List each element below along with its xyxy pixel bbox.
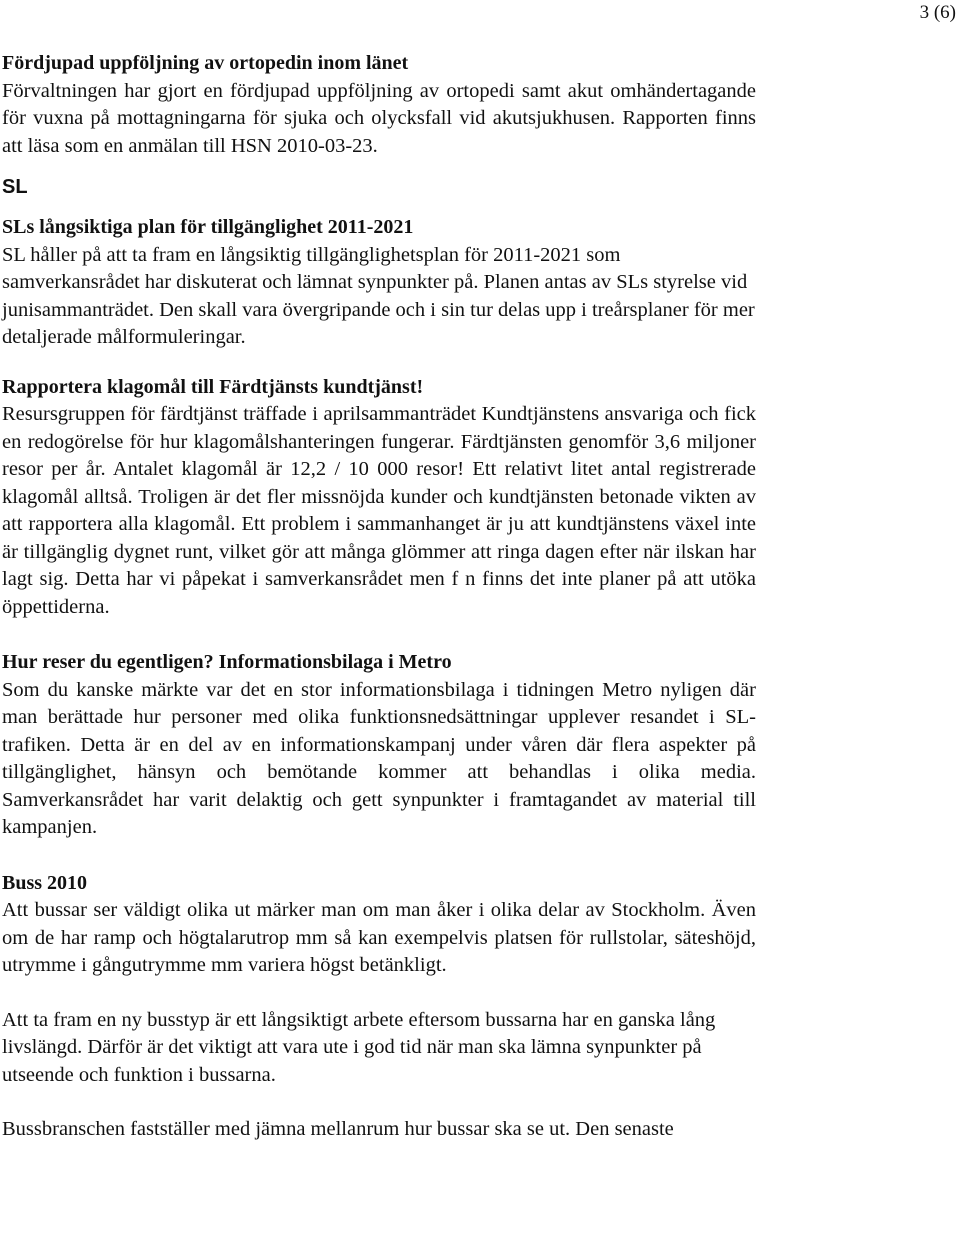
spacer [2,352,756,374]
paragraph-buss-2: Att ta fram en ny busstyp är ett långsiktigt arbete eftersom bussarna har en ganska lång livslängd. Därför är det viktigt att vara ute i god tid när man ska lämna synpunkter på utseende och funktion i bussarna. [2,1008,716,1086]
spacer [2,842,756,870]
section-tillganglighet [2,214,756,352]
paragraph-tillganglighet: SL håller på att ta fram en långsiktig tillgänglighetsplan för 2011-2021 som samverkansrådet har diskuterat och lämnat synpunkter på. Planen antas av SLs styrelse vid junisammanträdet. Den skall vara övergripande och i sin tur delas upp i treårsplaner för mer detaljerade målformuleringar. [2,243,755,348]
heading-ortopedi: Fördjupad uppföljning av ortopedin inom länet [2,52,409,74]
heading-metro: Hur reser du egentligen? Informationsbilaga i Metro [2,651,452,673]
heading-tillganglighet: SLs långsiktiga plan för tillgänglighet 2011-2021 [2,216,414,238]
document-body [2,50,756,1144]
heading-buss: Buss 2010 [2,871,88,894]
section-buss [2,870,756,1144]
paragraph-klagomal: Resursgruppen för färdtjänst träffade i aprilsammanträdet Kundtjänstens ansvariga och fick en redogörelse för hur klagomålshanteringen fungerar. Färdtjänsten genomför 3,6 miljoner resor per år. Antalet klagomål är 12,2 / 10 000 resor! Ett relativt litet antal registrerade klagomål alltså. Troligen är det fler missnöjda kunder och kundtjänsten betonade vikten av att rapportera alla klagomål. Ett problem i sammanhanget är ju att kundtjänstens växel inte är tillgänglig dygnet runt, vilket gör att många glömmer att ringa dagen efter när ilskan har lagt sig. Detta har vi påpekat i samverkansrådet men f n finns det inte planer på att utöka öppettiderna. [2,403,756,618]
section-sl [2,173,756,201]
section-metro [2,649,756,842]
spacer [2,621,756,649]
section-ortopedi [2,50,756,160]
paragraph-buss-1: Att bussar ser väldigt olika ut märker man om man åker i olika delar av Stockholm. Även om de har ramp och högtalarutrop mm så kan exempelvis platsen för rullstolar, säteshöjd, utrymme i gångutrymme mm variera högst betänkligt. [2,899,756,976]
page-number: 3 (6) [919,2,956,23]
paragraph-metro: Som du kanske märkte var det en stor informationsbilaga i tidningen Metro nyligen där man berättade hur personer med olika funktionsnedsättningar upplever resandet i SL-trafiken. Detta är en del av en informationskampanj under våren där flera aspekter på tillgänglighet, hänsyn och bemötande kommer att behandlas i olika media. Samverkansrådet har varit delaktig och gett synpunkter i framtagandet av material till kampanjen. [2,678,756,838]
heading-sl: SL [2,176,28,198]
paragraph-buss-3: Bussbranschen fastställer med jämna mellanrum hur bussar ska se ut. Den senaste [2,1118,674,1140]
spacer [2,1089,756,1116]
spacer [2,980,756,1007]
paragraph-ortopedi: Förvaltningen har gjort en fördjupad uppföljning av ortopedi samt akut omhändertagande för vuxna på mottagningarna för sjuka och olycksfall vid akutsjukhusen. Rapporten finns att läsa som en anmälan till HSN 2010-03-23. [2,79,756,157]
section-klagomal [2,374,756,622]
spacer [2,201,756,214]
heading-klagomal: Rapportera klagomål till Färdtjänsts kundtjänst! [2,375,424,398]
spacer [2,160,756,173]
